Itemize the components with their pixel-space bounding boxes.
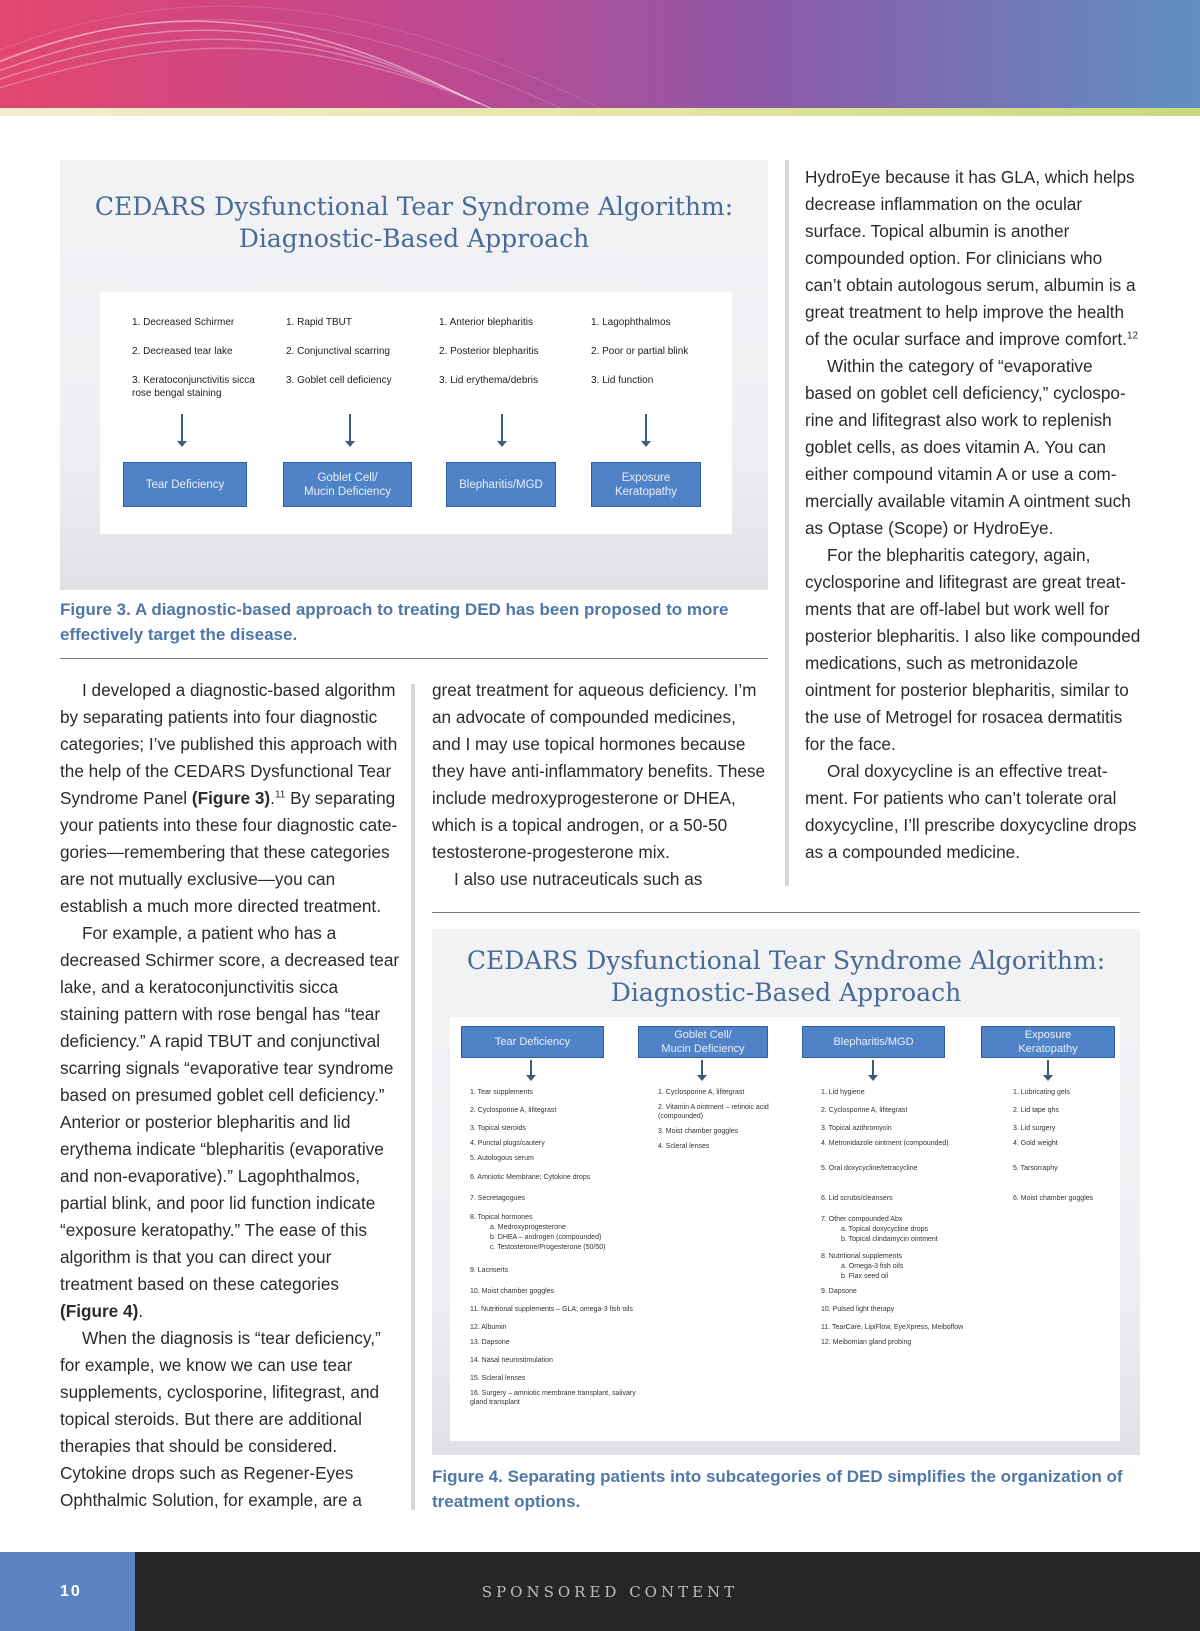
arrow-down-icon [701, 1060, 703, 1076]
figure-4-caption-label: Figure 4. [432, 1467, 503, 1486]
column-divider [785, 160, 789, 886]
list-item: 12. Albumin [470, 1324, 507, 1331]
category-box-goblet-cell: Goblet Cell/ Mucin Deficiency [283, 462, 412, 507]
paragraph: When the diagnosis is “tear deficiency,” for example, we know we can use tear supplements, cyclosporine, lifitegrast, and topical steroids. But there are additional therapies that should be considered. Cytokine drops such as Regener-Eyes Ophthalmic Solution, for example, are a [60, 1328, 381, 1510]
list-item: 4. Gold weight [1013, 1140, 1058, 1147]
criteria-3-3: 3. Lid erythema/debris [439, 375, 538, 386]
paragraph: Oral doxycycline is an effective treatment. For patients who can’t tolerate oral doxycycline, I’ll prescribe doxycycline drops as a compounded medicine. [805, 761, 1137, 862]
category-box-goblet-cell: Goblet Cell/ Mucin Deficiency [638, 1026, 768, 1058]
arrow-down-icon [530, 1060, 532, 1076]
paragraph: I also use nutraceuticals such as [454, 869, 703, 889]
paragraph: Within the category of “evaporative based on goblet cell deficiency,” cyclosporine and lifitegrast also work to replenish goblet cells, as does vitamin A. You can either compound vitamin A or use a commercially available vitamin A ointment such as Optase (Scope) or HydroEye. [805, 356, 1131, 538]
list-item-label: 7. Other compounded Abx [821, 1216, 903, 1223]
body-column-1 [60, 677, 400, 1514]
criteria-2-1: 1. Rapid TBUT [286, 317, 352, 328]
figure-4 [432, 929, 1140, 1455]
list-item: 4. Scleral lenses [658, 1143, 710, 1150]
list-item: 6. Moist chamber goggles [1013, 1195, 1094, 1202]
treatment-list-blepharitis [821, 1088, 991, 1353]
footer-label: SPONSORED CONTENT [135, 1552, 1200, 1631]
category-box-exposure: Exposure Keratopathy [591, 462, 701, 507]
paragraph: HydroEye because it has GLA, which helps decrease inflammation on the ocular surface. Topical albumin is another compounded option. For clinicians who can’t obtain autologous serum, albumin is a great treatment to help improve the health of the ocular surface and improve comfort.$^{12}$ [805, 167, 1139, 349]
sub-item: a. Omega-3 fish oils [841, 1263, 904, 1270]
figure-4-caption-text: Separating patients into subcategories of DED simplifies the organization of treatment options. [432, 1467, 1123, 1511]
sub-item: a. Topical doxycycline drops [841, 1226, 929, 1233]
figure-3-caption [60, 597, 768, 647]
criteria-1-2: 2. Decreased tear lake [132, 346, 233, 357]
sub-item: b. Flax seed oil [841, 1273, 889, 1280]
sub-item: a. Medroxyprogesterone [490, 1224, 566, 1231]
list-item: 2. Lid tape qhs [1013, 1107, 1059, 1114]
criteria-2-2: 2. Conjunctival scarring [286, 346, 390, 357]
arrow-down-icon [1047, 1060, 1049, 1076]
criteria-4-3: 3. Lid function [591, 375, 654, 386]
list-item: 7. Secretagogues [470, 1195, 525, 1202]
list-item: 3. Moist chamber goggles [658, 1128, 739, 1135]
list-item-label: 8. Topical hormones [470, 1214, 533, 1221]
list-item: 14. Nasal neurostimulation [470, 1357, 553, 1364]
list-item: 13. Dapsone [470, 1339, 510, 1346]
criteria-4-2: 2. Poor or partial blink [591, 346, 689, 357]
figure-3 [60, 160, 768, 590]
sub-item: b. DHEA – androgen (compounded) [490, 1234, 602, 1241]
figure-4-title [432, 945, 1140, 1009]
list-item: 11. TearCare, LipiFlow, EyeXpress, Meiboflow [821, 1324, 964, 1331]
header-banner [0, 0, 1200, 108]
figure-4-caption [432, 1464, 1140, 1514]
criteria-3-2: 2. Posterior blepharitis [439, 346, 539, 357]
criteria-3-1: 1. Anterior blepharitis [439, 317, 533, 328]
list-item: 15. Scleral lenses [470, 1375, 526, 1382]
figure-4-title-line2: Diagnostic-Based Approach [610, 978, 962, 1007]
treatment-list-tear [470, 1088, 645, 1413]
list-item: 1. Tear supplements [470, 1089, 533, 1096]
figure-3-caption-text: A diagnostic-based approach to treating DED has been proposed to more effectively target the disease. [60, 600, 729, 644]
treatment-list-exposure [1013, 1088, 1123, 1209]
criteria-1-1: 1. Decreased Schirmer [132, 317, 235, 328]
divider-rule [60, 658, 768, 659]
list-item: 12. Meibomian gland probing [821, 1339, 912, 1346]
column-divider [411, 684, 415, 1510]
treatment-list-goblet [658, 1088, 788, 1157]
paragraph: For the blepharitis category, again, cyclosporine and lifitegrast are great treatments that are off-label but work well for posterior blepharitis. I also like compounded medications, such as metronidazole ointment for posterior blepharitis, similar to the use of Metrogel for rosacea dermatitis for the face. [805, 545, 1141, 754]
paragraph: I developed a diagnostic-based algorithm by separating patients into four diagnostic categories; I’ve published this approach with the help of the CEDARS Dysfunctional Tear Syndrome Panel (Figure 3).$^{11}$ By separating your patients into these four diagnostic categories—remembering that these categories are not mutually exclusive—you can establish a much more directed treatment. [60, 680, 398, 916]
criteria-1-3: 3. Keratoconjunctivitis sicca rose bengal staining [132, 375, 255, 399]
list-item: 4. Punctal plugs/cautery [470, 1140, 545, 1147]
sub-item: c. Testosterone/Progesterone (50/50) [490, 1244, 606, 1251]
body-column-3 [805, 164, 1141, 866]
header-stripe [0, 108, 1200, 116]
category-box-blepharitis: Blepharitis/MGD [802, 1026, 945, 1058]
banner-swoosh-graphic [0, 0, 1200, 108]
list-item: 9. Lacriserts [470, 1267, 509, 1274]
list-item: 10. Pulsed light therapy [821, 1306, 895, 1313]
list-item: 10. Moist chamber goggles [470, 1288, 555, 1295]
divider-rule [432, 912, 1140, 913]
figure-3-title [60, 191, 768, 255]
category-box-exposure: Exposure Keratopathy [981, 1026, 1115, 1058]
list-item: 1. Cyclosporine A, lifitegrast [658, 1089, 745, 1096]
figure-3-card [100, 292, 732, 534]
list-item: 9. Dapsone [821, 1288, 857, 1295]
list-item: 3. Lid surgery [1013, 1125, 1056, 1132]
list-item: 3. Topical steroids [470, 1125, 526, 1132]
list-item: 16. Surgery – amniotic membrane transplant, salivary gland transplant [470, 1390, 636, 1406]
arrow-down-icon [181, 414, 183, 442]
list-item: 5. Oral doxycycline/tetracycline [821, 1165, 918, 1172]
figure-4-title-line1: CEDARS Dysfunctional Tear Syndrome Algorithm: [466, 946, 1106, 975]
paragraph: great treatment for aqueous deficiency. I’m an advocate of compounded medicines, and I may use topical hormones because they have anti-inflammatory benefits. These include medroxyprogesterone or DHEA, which is a topical androgen, or a 50-50 testosterone-progesterone mix. [432, 680, 766, 862]
list-item: 2. Cyclosporine A, lifitegrast [821, 1107, 908, 1114]
figure-3-title-line2: Diagnostic-Based Approach [238, 224, 590, 253]
list-item-label: 8. Nutritional supplements [821, 1253, 902, 1260]
list-item: 6. Amniotic Membrane; Cytokine drops [470, 1174, 591, 1181]
list-item: 2. Vitamin A ointment – retinoic acid (compounded) [658, 1104, 769, 1120]
list-item: 6. Lid scrubs/cleansers [821, 1195, 893, 1202]
list-item: 3. Topical azithromycin [821, 1125, 892, 1132]
list-item [821, 1215, 991, 1244]
sub-item: b. Topical clindamycin ointment [841, 1236, 938, 1243]
list-item: 11. Nutritional supplements – GLA; omega-3 fish oils [470, 1306, 633, 1313]
category-box-blepharitis: Blepharitis/MGD [446, 462, 556, 507]
arrow-down-icon [349, 414, 351, 442]
criteria-4-1: 1. Lagophthalmos [591, 317, 671, 328]
list-item: 5. Tarsorraphy [1013, 1165, 1058, 1172]
list-item: 1. Lubricating gels [1013, 1089, 1070, 1096]
page-number: 10 [0, 1552, 135, 1631]
figure-3-title-line1: CEDARS Dysfunctional Tear Syndrome Algorithm: [94, 192, 734, 221]
criteria-2-3: 3. Goblet cell deficiency [286, 375, 392, 386]
list-item: 1. Lid hygiene [821, 1089, 865, 1096]
list-item: 2. Cyclosporine A, lifitegrast [470, 1107, 557, 1114]
category-box-tear-deficiency: Tear Deficiency [123, 462, 247, 507]
list-item [470, 1213, 645, 1252]
list-item [821, 1252, 991, 1281]
arrow-down-icon [872, 1060, 874, 1076]
category-box-tear-deficiency: Tear Deficiency [461, 1026, 604, 1058]
paragraph: For example, a patient who has a decreased Schirmer score, a decreased tear lake, and a keratoconjunctivitis sicca staining pattern with rose bengal has “tear deficiency.” A rapid TBUT and conjunctival scarring signals “evaporative tear syndrome based on presumed goblet cell deficiency.” Anterior or posterior blepharitis and lid erythema indicate “blepharitis (evaporative and non-evaporative).” Lagophthalmos, partial blink, and poor lid function indicate “exposure keratopathy.” The ease of this algorithm is that you can direct your treatment based on these categories (Figure 4). [60, 923, 400, 1321]
body-column-2 [432, 677, 768, 893]
list-item: 5. Autologous serum [470, 1155, 534, 1162]
arrow-down-icon [645, 414, 647, 442]
arrow-down-icon [501, 414, 503, 442]
list-item: 4. Metronidazole ointment (compounded) [821, 1140, 949, 1147]
figure-3-caption-label: Figure 3. [60, 600, 131, 619]
